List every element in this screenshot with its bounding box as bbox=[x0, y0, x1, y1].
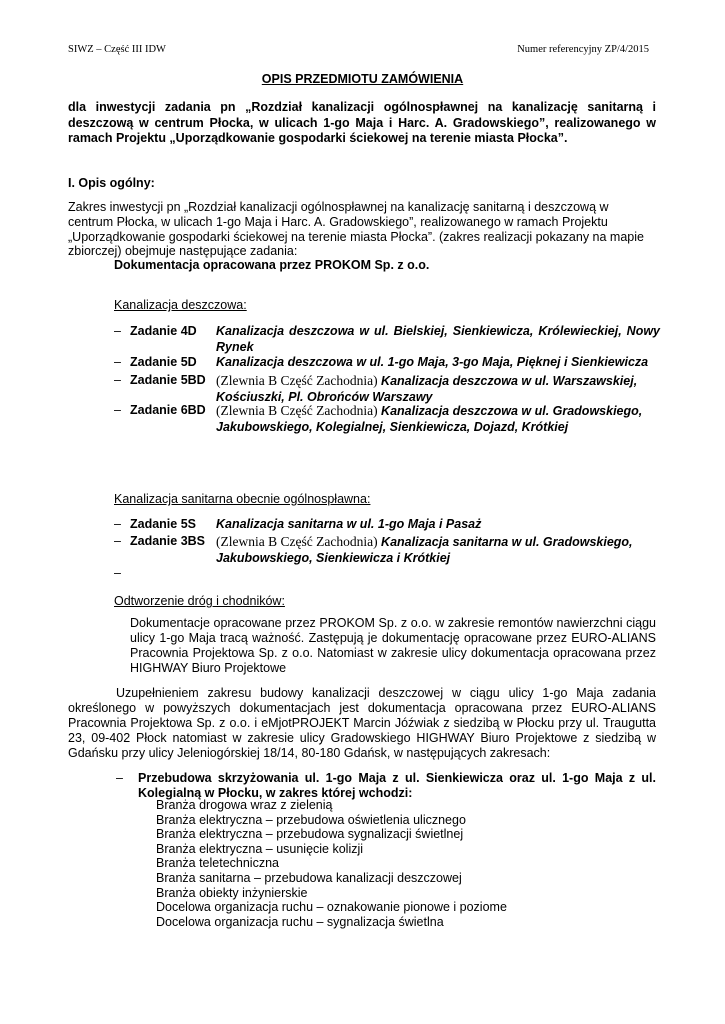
list-item: Branża drogowa wraz z zielenią bbox=[156, 798, 333, 812]
task-label: Zadanie 3BS bbox=[130, 534, 206, 548]
task-description-text: Kanalizacja sanitarna w ul. Gradowskiego, Jakubowskiego, Sienkiewicza i Krótkiej bbox=[216, 535, 633, 565]
list-dash: – bbox=[114, 355, 121, 369]
task-label: Zadanie 5BD bbox=[130, 373, 206, 387]
catchment-note: (Zlewnia B Część Zachodnia) bbox=[216, 534, 378, 549]
task-row bbox=[114, 403, 660, 434]
task-label: Zadanie 4D bbox=[130, 324, 197, 338]
roads-documentation-paragraph: Dokumentacje opracowane przez PROKOM Sp. z o.o. w zakresie remontów nawierzchni ciągu ulicy 1-go Maja tracą ważność. Zastępują je dokumentację opracowane przez EURO-ALIANS Pracownia Projektowa Sp. z o.o. Natomiast w zakresie ulicy dokumentacja opracowana przez HIGHWAY Biuro Projektowe bbox=[130, 616, 656, 675]
list-item: Branża teletechniczna bbox=[156, 856, 279, 871]
supplement-paragraph: Uzupełnieniem zakresu budowy kanalizacji deszczowej w ciągu ulicy 1-go Maja zadania określonego w powyższych dokumentacjach jest dokumentacja opracowana przez EURO-ALIANS Pracownia Projektowa Sp. z o.o. i eMjotPROJEKT Marcin Jóźwiak z siedzibą w Płocku przy ul. Traugutta 23, 09-402 Płock natomiast w zakresie ulicy Gradowskiego HIGHWAY Biuro Projektowe z siedzibą w Gdańsku przy ulicy Jeleniogórskiej 18/14, 80-180 Gdańsk, w następujących zakresach: bbox=[68, 686, 656, 760]
task-description-text: Kanalizacja deszczowa w ul. Gradowskiego, Jakubowskiego, Kolegialnej, Sienkiewicza, Dojazd, Krótkiej bbox=[216, 404, 643, 434]
task-row bbox=[114, 534, 660, 565]
task-label: Zadanie 5D bbox=[130, 355, 197, 369]
header-left: SIWZ – Część III IDW bbox=[68, 44, 166, 55]
task-description-text: Kanalizacja deszczowa w ul. Warszawskiej, Kościuszki, Pl. Obrońców Warszawy bbox=[216, 374, 638, 404]
task-row bbox=[114, 324, 660, 355]
rebuild-description: Przebudowa skrzyżowania ul. 1-go Maja z ul. Sienkiewicza oraz ul. 1-go Maja z ul. Kolegialną w Płocku, w zakres której wchodzi: bbox=[138, 771, 656, 800]
roads-heading: Odtworzenie dróg i chodników: bbox=[114, 594, 285, 608]
task-description bbox=[216, 534, 660, 566]
catchment-note: (Zlewnia B Część Zachodnia) bbox=[216, 373, 378, 388]
task-description: Kanalizacja deszczowa w ul. Bielskiej, Sienkiewicza, Królewieckiej, Nowy Rynek bbox=[216, 324, 660, 354]
list-item: Branża sanitarna – przebudowa kanalizacji deszczowej bbox=[156, 870, 462, 885]
task-description: Kanalizacja sanitarna w ul. 1-go Maja i Pasaż bbox=[216, 517, 482, 531]
general-description: Zakres inwestycji pn „Rozdział kanalizacji ogólnospławnej na kanalizację sanitarną i deszczową w centrum Płocka, w ulicach 1-go Maja i Harc. A. Gradowskiego”, realizowanego w ramach Projektu „Uporządkowanie gospodarki ściekowej na terenie miasta Płocka”. (zakres realizacji pokazany na mapie zbiorczej) obejmuje następujące zadania: bbox=[68, 200, 644, 259]
sanitary-heading: Kanalizacja sanitarna obecnie ogólnospławna: bbox=[114, 492, 371, 506]
task-description: Kanalizacja deszczowa w ul. 1-go Maja, 3-go Maja, Pięknej i Sienkiewicza bbox=[216, 355, 649, 369]
empty-list-dash: – bbox=[114, 566, 121, 580]
list-dash: – bbox=[114, 517, 121, 531]
intro-paragraph: dla inwestycji zadania pn „Rozdział kanalizacji ogólnospławnej na kanalizację sanitarną i deszczową w centrum Płocka, w ulicach 1-go Maja i Harc. A. Gradowskiego”, realizowanego w ramach Projektu „Uporządkowanie gospodarki ściekowej na terenie miasta Płocka”. bbox=[68, 100, 656, 145]
storm-heading: Kanalizacja deszczowa: bbox=[114, 298, 247, 312]
task-row bbox=[114, 517, 660, 533]
list-item: Branża elektryczna – przebudowa oświetlenia ulicznego bbox=[156, 812, 466, 827]
list-dash: – bbox=[114, 373, 121, 387]
task-description bbox=[216, 403, 660, 435]
task-description bbox=[216, 373, 660, 405]
list-item: Branża elektryczna – usunięcie kolizji bbox=[156, 841, 364, 856]
list-dash: – bbox=[114, 324, 121, 338]
task-label: Zadanie 5S bbox=[130, 517, 196, 531]
task-row bbox=[114, 373, 660, 404]
list-dash: – bbox=[114, 403, 121, 417]
list-item: Branża elektryczna – przebudowa sygnalizacji świetlnej bbox=[156, 827, 464, 842]
list-dash: – bbox=[114, 534, 121, 548]
section-heading-general: I. Opis ogólny: bbox=[68, 176, 155, 190]
list-dash: – bbox=[116, 771, 123, 785]
task-label: Zadanie 6BD bbox=[130, 403, 206, 417]
documentation-note: Dokumentacja opracowana przez PROKOM Sp. z o.o. bbox=[114, 258, 430, 272]
scope-list bbox=[156, 798, 507, 929]
list-item: Branża obiekty inżynierskie bbox=[156, 885, 308, 900]
list-item: Docelowa organizacja ruchu – oznakowanie pionowe i poziome bbox=[156, 900, 507, 915]
document-title: OPIS PRZEDMIOTU ZAMÓWIENIA bbox=[261, 72, 464, 86]
task-row bbox=[114, 355, 660, 371]
list-item: Docelowa organizacja ruchu – sygnalizacja świetlna bbox=[156, 914, 444, 929]
catchment-note: (Zlewnia B Część Zachodnia) bbox=[216, 403, 378, 418]
header-right: Numer referencyjny ZP/4/2015 bbox=[517, 44, 649, 55]
